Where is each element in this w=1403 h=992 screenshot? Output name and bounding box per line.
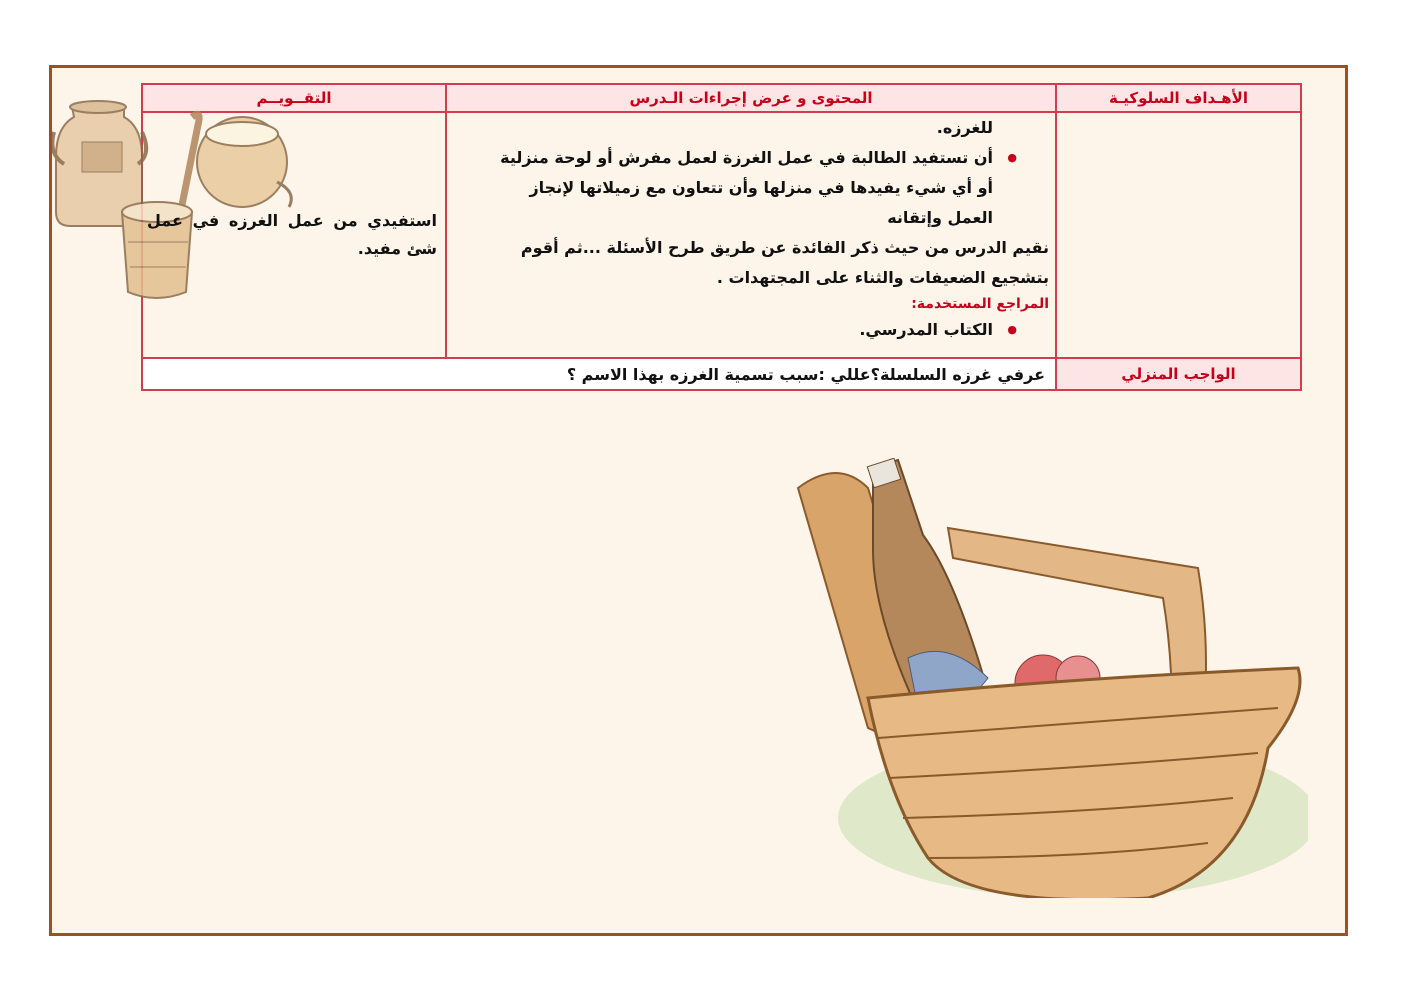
content-bullet: ● أن تستفيد الطالبة في عمل الغرزة لعمل مفرش أو لوحة منزلية [453, 143, 1049, 173]
content-line: العمل وإتقانه [887, 208, 993, 227]
homework-label: الواجب المنزلي [1056, 358, 1301, 390]
content-line: للغرزه. [936, 118, 993, 137]
content-paragraph: نقيم الدرس من حيث ذكر الفائدة عن طريق طرح الأسئلة ...ثم أقوم [520, 238, 1049, 257]
objectives-header: الأهـداف السلوكيـة [1056, 84, 1301, 112]
references-title: المراجع المستخدمة: [911, 296, 1049, 312]
evaluation-cell [142, 112, 446, 358]
lesson-table [141, 83, 1302, 391]
evaluation-text: استفيدي من عمل الغرزه في عمل شئ مفيد. [147, 211, 437, 258]
content-line: أو أي شيء يفيدها في منزلها وأن تتعاون مع زميلاتها لإنجاز [529, 178, 993, 197]
picnic-basket-clipart [778, 458, 1308, 898]
content-cell [446, 112, 1056, 358]
reference-item: ● الكتاب المدرسي. [453, 315, 1049, 345]
objectives-cell [1056, 112, 1301, 358]
content-paragraph: بتشجيع الضعيفات والثناء على المجتهدات . [716, 268, 1049, 287]
content-header: المحتوى و عرض إجراءات الـدرس [446, 84, 1056, 112]
homework-text: عرفي غرزه السلسلة؟عللي :سبب تسمية الغرزه بهذا الاسم ؟ [142, 358, 1056, 390]
evaluation-header: التقــويــم [142, 84, 446, 112]
